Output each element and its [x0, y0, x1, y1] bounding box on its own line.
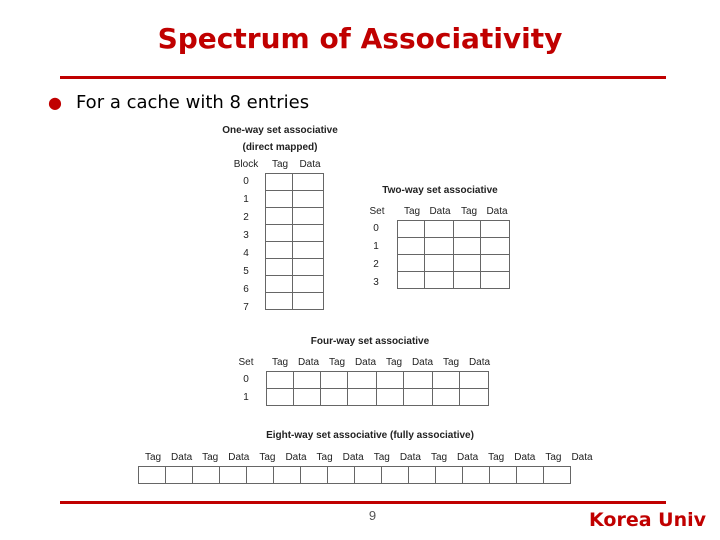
eight-way-col-header: Tag — [373, 452, 390, 463]
two-way-set-label: 3 — [373, 277, 379, 288]
one-way-block-label: 1 — [243, 194, 249, 205]
two-way-cell — [481, 221, 510, 238]
footer-logo-text: Korea Univ — [589, 509, 706, 531]
two-way-col-header: Data — [486, 206, 508, 217]
one-way-title: One-way set associative — [222, 125, 338, 136]
eight-way-col-header: Data — [171, 452, 193, 463]
four-way-cell — [377, 372, 404, 389]
one-way-cell — [293, 174, 324, 191]
one-way-row — [266, 276, 324, 293]
eight-way-table — [138, 466, 571, 484]
four-way-cell — [433, 389, 460, 406]
two-way-cell — [481, 238, 510, 255]
one-way-block-label: 4 — [243, 248, 249, 259]
eight-way-cell — [544, 467, 571, 484]
footer-rule — [60, 501, 666, 504]
eight-way-cell — [247, 467, 274, 484]
four-way-cell — [404, 389, 433, 406]
four-way-cell — [267, 389, 294, 406]
eight-way-col-header: Data — [571, 452, 593, 463]
four-way-title: Four-way set associative — [310, 336, 430, 347]
eight-way-cell — [355, 467, 382, 484]
two-way-col-header: Tag — [460, 206, 478, 217]
two-way-col-header: Tag — [403, 206, 421, 217]
four-way-cell — [348, 372, 377, 389]
two-way-cell — [481, 272, 510, 289]
one-way-cell — [293, 259, 324, 276]
eight-way-col-header: Data — [457, 452, 479, 463]
one-way-cell — [266, 225, 293, 242]
eight-way-col-header: Data — [228, 452, 250, 463]
four-way-col-header: Data — [354, 357, 377, 368]
eight-way-title: Eight-way set associative (fully associative) — [266, 430, 474, 441]
eight-way-row — [139, 467, 571, 484]
one-way-row — [266, 225, 324, 242]
one-way-cell — [266, 259, 293, 276]
eight-way-cell — [328, 467, 355, 484]
four-way-cell — [321, 372, 348, 389]
four-way-cell — [348, 389, 377, 406]
one-way-block-label: 7 — [243, 302, 249, 313]
four-way-cell — [377, 389, 404, 406]
eight-way-col-header: Data — [514, 452, 536, 463]
title-underline — [60, 76, 666, 79]
one-way-cell — [293, 225, 324, 242]
eight-way-cell — [220, 467, 247, 484]
two-way-table — [397, 220, 510, 289]
eight-way-cell — [193, 467, 220, 484]
eight-way-cell — [382, 467, 409, 484]
one-way-cell — [293, 293, 324, 310]
two-way-cell — [398, 221, 425, 238]
eight-way-cell — [517, 467, 544, 484]
one-way-cell — [266, 174, 293, 191]
one-way-col-tag: Tag — [271, 159, 289, 170]
one-way-block-label: 2 — [243, 212, 249, 223]
bullet-item — [48, 92, 309, 113]
four-way-col-set: Set — [238, 357, 254, 368]
one-way-cell — [266, 293, 293, 310]
slide-title: Spectrum of Associativity — [157, 22, 563, 55]
one-way-cell — [266, 276, 293, 293]
one-way-subtitle: (direct mapped) — [242, 142, 318, 153]
four-way-row — [267, 389, 489, 406]
two-way-cell — [454, 272, 481, 289]
four-way-col-header: Data — [411, 357, 434, 368]
one-way-table — [265, 173, 324, 310]
two-way-cell — [425, 255, 454, 272]
one-way-block-label: 6 — [243, 284, 249, 295]
four-way-cell — [460, 372, 489, 389]
one-way-block-label: 0 — [243, 176, 249, 187]
two-way-cell — [425, 238, 454, 255]
two-way-cell — [398, 255, 425, 272]
eight-way-col-header: Data — [342, 452, 364, 463]
eight-way-cell — [436, 467, 463, 484]
two-way-cell — [481, 255, 510, 272]
two-way-set-label: 1 — [373, 241, 379, 252]
eight-way-cell — [463, 467, 490, 484]
four-way-col-header: Tag — [328, 357, 346, 368]
two-way-set-label: 0 — [373, 223, 379, 234]
eight-way-col-header: Tag — [259, 452, 276, 463]
four-way-col-header: Tag — [442, 357, 460, 368]
one-way-row — [266, 293, 324, 310]
four-way-cell — [294, 372, 321, 389]
four-way-col-header: Data — [297, 357, 320, 368]
one-way-row — [266, 191, 324, 208]
bullet-dot-icon: ● — [48, 93, 62, 112]
four-way-cell — [433, 372, 460, 389]
four-way-set-label: 0 — [243, 374, 249, 385]
one-way-cell — [293, 208, 324, 225]
four-way-col-header: Tag — [271, 357, 289, 368]
four-way-col-header: Tag — [385, 357, 403, 368]
one-way-cell — [293, 276, 324, 293]
one-way-cell — [266, 242, 293, 259]
two-way-cell — [425, 272, 454, 289]
one-way-cell — [293, 242, 324, 259]
one-way-col-block: Block — [233, 159, 259, 170]
four-way-table — [266, 371, 489, 406]
two-way-cell — [398, 272, 425, 289]
two-way-cell — [425, 221, 454, 238]
two-way-row — [398, 272, 510, 289]
one-way-block-label: 3 — [243, 230, 249, 241]
two-way-col-header: Data — [429, 206, 451, 217]
eight-way-col-header: Data — [399, 452, 421, 463]
four-way-cell — [404, 372, 433, 389]
four-way-cell — [294, 389, 321, 406]
eight-way-col-header: Tag — [430, 452, 448, 463]
two-way-cell — [398, 238, 425, 255]
four-way-cell — [267, 372, 294, 389]
four-way-cell — [460, 389, 489, 406]
two-way-row — [398, 255, 510, 272]
bullet-text: For a cache with 8 entries — [75, 92, 310, 113]
eight-way-col-header: Tag — [316, 452, 333, 463]
four-way-col-header: Data — [468, 357, 491, 368]
four-way-cell — [321, 389, 348, 406]
page-number: 9 — [368, 508, 377, 523]
one-way-cell — [266, 191, 293, 208]
eight-way-cell — [409, 467, 436, 484]
eight-way-cell — [166, 467, 193, 484]
one-way-row — [266, 174, 324, 191]
two-way-row — [398, 238, 510, 255]
eight-way-cell — [490, 467, 517, 484]
two-way-cell — [454, 221, 481, 238]
one-way-row — [266, 208, 324, 225]
one-way-block-label: 5 — [243, 266, 249, 277]
eight-way-col-header: Tag — [488, 452, 505, 463]
two-way-cell — [454, 255, 481, 272]
one-way-cell — [293, 191, 324, 208]
eight-way-col-header: Data — [285, 452, 307, 463]
two-way-cell — [454, 238, 481, 255]
eight-way-cell — [274, 467, 301, 484]
one-way-row — [266, 259, 324, 276]
two-way-set-label: 2 — [373, 259, 379, 270]
one-way-row — [266, 242, 324, 259]
eight-way-col-header: Tag — [202, 452, 219, 463]
two-way-row — [398, 221, 510, 238]
four-way-row — [267, 372, 489, 389]
one-way-cell — [266, 208, 293, 225]
eight-way-col-header: Tag — [144, 452, 162, 463]
eight-way-cell — [301, 467, 328, 484]
four-way-set-label: 1 — [243, 392, 249, 403]
eight-way-cell — [139, 467, 166, 484]
two-way-col-set: Set — [369, 206, 385, 217]
two-way-title: Two-way set associative — [382, 185, 498, 196]
one-way-col-data: Data — [299, 159, 321, 170]
eight-way-col-header: Tag — [545, 452, 562, 463]
